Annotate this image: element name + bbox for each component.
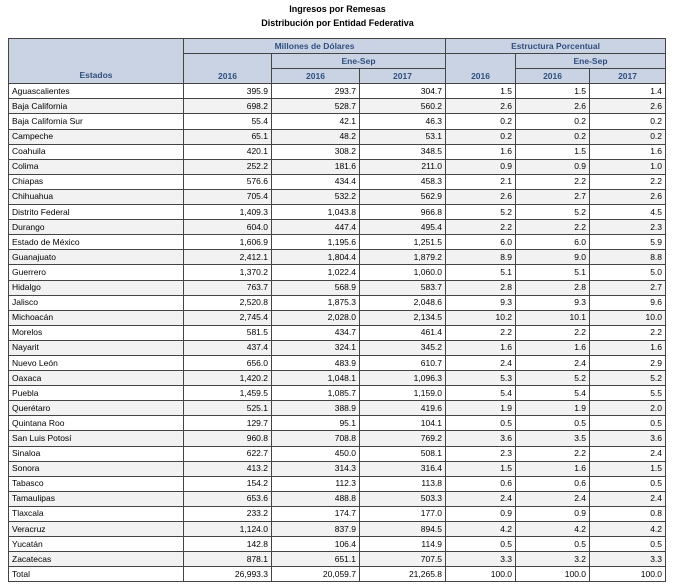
cell-p2017es: 1.6 <box>590 340 666 355</box>
cell-m2016: 1,420.2 <box>184 371 272 386</box>
cell-m2016es: 388.9 <box>272 401 360 416</box>
cell-m2017es: 1,879.2 <box>360 250 446 265</box>
cell-p2016es: 1.5 <box>516 144 590 159</box>
cell-p2016es: 9.3 <box>516 295 590 310</box>
cell-m2016es: 1,022.4 <box>272 265 360 280</box>
cell-estado: Tlaxcala <box>9 506 184 521</box>
cell-estado: Guerrero <box>9 265 184 280</box>
cell-p2016es: 2.4 <box>516 491 590 506</box>
table-row <box>9 99 666 114</box>
cell-m2016es: 293.7 <box>272 84 360 99</box>
cell-estado: Aguascalientes <box>9 84 184 99</box>
cell-m2016es: 837.9 <box>272 522 360 537</box>
cell-p2017es: 5.9 <box>590 235 666 250</box>
cell-m2017es: 316.4 <box>360 461 446 476</box>
cell-p2017es: 2.6 <box>590 189 666 204</box>
cell-p2017es: 1.0 <box>590 159 666 174</box>
cell-m2016es: 112.3 <box>272 476 360 491</box>
cell-estado: Baja California <box>9 99 184 114</box>
cell-p2017es: 1.6 <box>590 144 666 159</box>
total-m2017es: 21,265.8 <box>360 567 446 582</box>
cell-m2017es: 458.3 <box>360 174 446 189</box>
total-p2017es: 100.0 <box>590 567 666 582</box>
cell-p2016es: 3.5 <box>516 431 590 446</box>
header-p-2016: 2016 <box>446 54 516 84</box>
cell-p2016: 0.2 <box>446 114 516 129</box>
cell-m2016: 154.2 <box>184 476 272 491</box>
cell-estado: Puebla <box>9 386 184 401</box>
header-p-es-2017: 2017 <box>590 69 666 84</box>
cell-estado: Sonora <box>9 461 184 476</box>
cell-m2016es: 483.9 <box>272 355 360 370</box>
cell-m2016: 763.7 <box>184 280 272 295</box>
cell-p2017es: 0.2 <box>590 129 666 144</box>
table-row <box>9 205 666 220</box>
cell-m2016: 1,370.2 <box>184 265 272 280</box>
table-row <box>9 371 666 386</box>
cell-p2017es: 5.5 <box>590 386 666 401</box>
cell-m2016: 2,412.1 <box>184 250 272 265</box>
cell-m2016es: 2,028.0 <box>272 310 360 325</box>
cell-m2016: 1,124.0 <box>184 522 272 537</box>
cell-p2016: 3.6 <box>446 431 516 446</box>
cell-m2017es: 419.6 <box>360 401 446 416</box>
cell-m2016: 1,409.3 <box>184 205 272 220</box>
cell-m2016es: 1,085.7 <box>272 386 360 401</box>
cell-estado: Nuevo León <box>9 355 184 370</box>
table-header <box>9 39 666 84</box>
header-p-es-2016: 2016 <box>516 69 590 84</box>
cell-estado: Tabasco <box>9 476 184 491</box>
cell-p2017es: 5.0 <box>590 265 666 280</box>
total-p2016: 100.0 <box>446 567 516 582</box>
cell-m2016es: 488.8 <box>272 491 360 506</box>
cell-p2016: 0.2 <box>446 129 516 144</box>
cell-p2016es: 2.2 <box>516 174 590 189</box>
table-row <box>9 537 666 552</box>
cell-m2016es: 528.7 <box>272 99 360 114</box>
cell-p2016: 4.2 <box>446 522 516 537</box>
table-row <box>9 265 666 280</box>
cell-p2016: 5.2 <box>446 205 516 220</box>
cell-m2016es: 308.2 <box>272 144 360 159</box>
cell-p2016es: 1.6 <box>516 461 590 476</box>
cell-p2016: 9.3 <box>446 295 516 310</box>
table-row <box>9 174 666 189</box>
cell-estado: San Luis Potosí <box>9 431 184 446</box>
cell-m2017es: 211.0 <box>360 159 446 174</box>
cell-p2016: 10.2 <box>446 310 516 325</box>
total-m2016: 26,993.3 <box>184 567 272 582</box>
cell-m2016es: 95.1 <box>272 416 360 431</box>
cell-p2016: 2.3 <box>446 446 516 461</box>
cell-p2017es: 5.2 <box>590 371 666 386</box>
cell-estado: Baja California Sur <box>9 114 184 129</box>
header-p-ene-sep: Ene-Sep <box>516 54 666 69</box>
cell-p2016: 0.5 <box>446 416 516 431</box>
table-row <box>9 340 666 355</box>
cell-m2017es: 894.5 <box>360 522 446 537</box>
cell-m2016es: 324.1 <box>272 340 360 355</box>
cell-m2016: 604.0 <box>184 220 272 235</box>
cell-p2016es: 0.6 <box>516 476 590 491</box>
cell-estado: Estado de México <box>9 235 184 250</box>
cell-p2016es: 2.2 <box>516 220 590 235</box>
cell-m2016es: 651.1 <box>272 552 360 567</box>
cell-m2016es: 434.7 <box>272 325 360 340</box>
cell-p2016: 3.3 <box>446 552 516 567</box>
cell-m2016: 581.5 <box>184 325 272 340</box>
cell-p2016es: 2.2 <box>516 325 590 340</box>
cell-p2016: 0.6 <box>446 476 516 491</box>
header-m-ene-sep: Ene-Sep <box>272 54 446 69</box>
cell-p2017es: 3.3 <box>590 552 666 567</box>
cell-p2016: 0.5 <box>446 537 516 552</box>
cell-p2016es: 1.9 <box>516 401 590 416</box>
cell-p2017es: 2.4 <box>590 446 666 461</box>
table-row <box>9 401 666 416</box>
remesas-table <box>8 38 666 582</box>
table-row <box>9 446 666 461</box>
cell-m2017es: 2,134.5 <box>360 310 446 325</box>
cell-p2016es: 2.8 <box>516 280 590 295</box>
cell-p2016es: 2.7 <box>516 189 590 204</box>
table-row <box>9 189 666 204</box>
cell-p2017es: 0.2 <box>590 114 666 129</box>
cell-p2016: 2.4 <box>446 491 516 506</box>
cell-p2016es: 5.4 <box>516 386 590 401</box>
cell-m2016: 705.4 <box>184 189 272 204</box>
cell-p2016: 0.9 <box>446 506 516 521</box>
cell-m2016es: 48.2 <box>272 129 360 144</box>
cell-estado: Chiapas <box>9 174 184 189</box>
table-row <box>9 159 666 174</box>
cell-m2017es: 503.3 <box>360 491 446 506</box>
page-title: Ingresos por Remesas <box>289 4 386 14</box>
cell-estado: Distrito Federal <box>9 205 184 220</box>
cell-p2016es: 10.1 <box>516 310 590 325</box>
cell-m2016: 413.2 <box>184 461 272 476</box>
cell-m2016es: 174.7 <box>272 506 360 521</box>
cell-p2017es: 2.2 <box>590 174 666 189</box>
cell-m2017es: 1,060.0 <box>360 265 446 280</box>
cell-m2016es: 1,195.6 <box>272 235 360 250</box>
cell-m2016es: 314.3 <box>272 461 360 476</box>
table-row <box>9 552 666 567</box>
cell-m2016: 233.2 <box>184 506 272 521</box>
table-row <box>9 355 666 370</box>
cell-m2017es: 562.9 <box>360 189 446 204</box>
cell-m2017es: 610.7 <box>360 355 446 370</box>
cell-p2016: 2.4 <box>446 355 516 370</box>
cell-m2017es: 1,096.3 <box>360 371 446 386</box>
table-row <box>9 325 666 340</box>
header-m-2016: 2016 <box>184 54 272 84</box>
cell-p2016: 1.5 <box>446 461 516 476</box>
cell-estado: Tamaulipas <box>9 491 184 506</box>
cell-p2017es: 1.5 <box>590 461 666 476</box>
cell-p2016es: 6.0 <box>516 235 590 250</box>
cell-p2016: 1.5 <box>446 84 516 99</box>
cell-p2016es: 4.2 <box>516 522 590 537</box>
cell-p2017es: 0.5 <box>590 416 666 431</box>
cell-p2017es: 0.8 <box>590 506 666 521</box>
cell-p2016: 2.2 <box>446 325 516 340</box>
cell-m2016es: 1,048.1 <box>272 371 360 386</box>
table-row <box>9 310 666 325</box>
cell-p2017es: 9.6 <box>590 295 666 310</box>
cell-m2017es: 769.2 <box>360 431 446 446</box>
table-row <box>9 144 666 159</box>
cell-estado: Querétaro <box>9 401 184 416</box>
cell-p2016: 2.2 <box>446 220 516 235</box>
cell-m2017es: 583.7 <box>360 280 446 295</box>
cell-p2017es: 0.5 <box>590 537 666 552</box>
cell-p2017es: 4.5 <box>590 205 666 220</box>
cell-estado: Michoacán <box>9 310 184 325</box>
total-row <box>9 567 666 582</box>
cell-p2016: 0.9 <box>446 159 516 174</box>
cell-p2017es: 2.3 <box>590 220 666 235</box>
table-row <box>9 431 666 446</box>
cell-estado: Jalisco <box>9 295 184 310</box>
cell-m2016: 1,459.5 <box>184 386 272 401</box>
cell-p2016es: 2.2 <box>516 446 590 461</box>
cell-estado: Sinaloa <box>9 446 184 461</box>
cell-m2016es: 42.1 <box>272 114 360 129</box>
cell-m2016es: 532.2 <box>272 189 360 204</box>
cell-m2016es: 1,043.8 <box>272 205 360 220</box>
cell-m2016: 395.9 <box>184 84 272 99</box>
cell-m2017es: 707.5 <box>360 552 446 567</box>
cell-p2016: 2.1 <box>446 174 516 189</box>
cell-estado: Colima <box>9 159 184 174</box>
cell-m2017es: 560.2 <box>360 99 446 114</box>
cell-p2016: 5.3 <box>446 371 516 386</box>
cell-p2016es: 5.1 <box>516 265 590 280</box>
cell-m2017es: 345.2 <box>360 340 446 355</box>
table-row <box>9 506 666 521</box>
cell-m2017es: 348.5 <box>360 144 446 159</box>
cell-m2016: 576.6 <box>184 174 272 189</box>
cell-m2016es: 447.4 <box>272 220 360 235</box>
table-row <box>9 250 666 265</box>
cell-p2017es: 2.4 <box>590 491 666 506</box>
cell-m2016: 525.1 <box>184 401 272 416</box>
titles-block <box>0 0 675 30</box>
cell-p2016: 1.6 <box>446 144 516 159</box>
cell-m2016: 622.7 <box>184 446 272 461</box>
cell-m2016: 55.4 <box>184 114 272 129</box>
cell-estado: Oaxaca <box>9 371 184 386</box>
cell-m2016: 420.1 <box>184 144 272 159</box>
cell-estado: Morelos <box>9 325 184 340</box>
cell-p2016: 5.4 <box>446 386 516 401</box>
cell-p2017es: 0.5 <box>590 476 666 491</box>
table-row <box>9 235 666 250</box>
header-millones: Millones de Dólares <box>184 39 446 54</box>
cell-m2016es: 708.8 <box>272 431 360 446</box>
cell-p2017es: 2.7 <box>590 280 666 295</box>
cell-m2017es: 114.9 <box>360 537 446 552</box>
cell-p2017es: 2.0 <box>590 401 666 416</box>
header-estados: Estados <box>9 39 184 84</box>
cell-p2016es: 2.6 <box>516 99 590 114</box>
cell-m2016: 653.6 <box>184 491 272 506</box>
cell-p2017es: 2.2 <box>590 325 666 340</box>
cell-estado: Campeche <box>9 129 184 144</box>
table-row <box>9 491 666 506</box>
cell-m2017es: 46.3 <box>360 114 446 129</box>
cell-p2017es: 10.0 <box>590 310 666 325</box>
cell-m2016es: 106.4 <box>272 537 360 552</box>
cell-m2016es: 1,804.4 <box>272 250 360 265</box>
cell-p2016: 1.6 <box>446 340 516 355</box>
cell-p2017es: 1.4 <box>590 84 666 99</box>
cell-p2016es: 0.9 <box>516 506 590 521</box>
cell-p2017es: 8.8 <box>590 250 666 265</box>
cell-m2016: 142.8 <box>184 537 272 552</box>
cell-m2017es: 113.8 <box>360 476 446 491</box>
cell-m2016: 65.1 <box>184 129 272 144</box>
cell-p2016es: 0.5 <box>516 416 590 431</box>
cell-p2016es: 1.5 <box>516 84 590 99</box>
cell-m2017es: 508.1 <box>360 446 446 461</box>
cell-p2016: 5.1 <box>446 265 516 280</box>
cell-p2017es: 3.6 <box>590 431 666 446</box>
table-row <box>9 522 666 537</box>
page-subtitle: Distribución por Entidad Federativa <box>261 18 414 28</box>
cell-p2016: 6.0 <box>446 235 516 250</box>
cell-p2016es: 3.2 <box>516 552 590 567</box>
cell-p2016: 8.9 <box>446 250 516 265</box>
cell-m2016: 129.7 <box>184 416 272 431</box>
cell-m2016: 2,520.8 <box>184 295 272 310</box>
cell-m2016es: 1,875.3 <box>272 295 360 310</box>
cell-m2016: 252.2 <box>184 159 272 174</box>
cell-p2017es: 2.6 <box>590 99 666 114</box>
cell-m2016es: 181.6 <box>272 159 360 174</box>
header-m-es-2016: 2016 <box>272 69 360 84</box>
cell-m2016: 1,606.9 <box>184 235 272 250</box>
cell-m2016: 698.2 <box>184 99 272 114</box>
cell-estado: Coahuila <box>9 144 184 159</box>
cell-m2017es: 495.4 <box>360 220 446 235</box>
cell-estado: Nayarit <box>9 340 184 355</box>
cell-estado: Yucatán <box>9 537 184 552</box>
cell-m2016: 656.0 <box>184 355 272 370</box>
table-row <box>9 280 666 295</box>
cell-estado: Hidalgo <box>9 280 184 295</box>
total-m2016es: 20,059.7 <box>272 567 360 582</box>
cell-m2017es: 304.7 <box>360 84 446 99</box>
total-label: Total <box>9 567 184 582</box>
header-estructura: Estructura Porcentual <box>446 39 666 54</box>
table-row <box>9 114 666 129</box>
cell-p2016es: 0.2 <box>516 114 590 129</box>
cell-p2016: 2.6 <box>446 189 516 204</box>
cell-p2016: 1.9 <box>446 401 516 416</box>
cell-m2016: 960.8 <box>184 431 272 446</box>
cell-m2016: 878.1 <box>184 552 272 567</box>
cell-p2016es: 0.2 <box>516 129 590 144</box>
cell-p2016es: 5.2 <box>516 205 590 220</box>
cell-m2017es: 1,251.5 <box>360 235 446 250</box>
cell-estado: Veracruz <box>9 522 184 537</box>
cell-estado: Zacatecas <box>9 552 184 567</box>
table-row <box>9 386 666 401</box>
cell-p2016: 2.6 <box>446 99 516 114</box>
cell-m2017es: 177.0 <box>360 506 446 521</box>
cell-p2016es: 0.5 <box>516 537 590 552</box>
table-row <box>9 295 666 310</box>
cell-m2016es: 434.4 <box>272 174 360 189</box>
table-body <box>9 84 666 582</box>
cell-m2016: 2,745.4 <box>184 310 272 325</box>
cell-p2016: 2.8 <box>446 280 516 295</box>
cell-p2016es: 9.0 <box>516 250 590 265</box>
table-row <box>9 476 666 491</box>
cell-p2017es: 4.2 <box>590 522 666 537</box>
cell-estado: Chihuahua <box>9 189 184 204</box>
cell-m2017es: 2,048.6 <box>360 295 446 310</box>
table-row <box>9 84 666 99</box>
cell-m2017es: 461.4 <box>360 325 446 340</box>
cell-p2016es: 1.6 <box>516 340 590 355</box>
table-row <box>9 129 666 144</box>
table-row <box>9 220 666 235</box>
cell-m2017es: 104.1 <box>360 416 446 431</box>
cell-m2017es: 1,159.0 <box>360 386 446 401</box>
header-m-es-2017: 2017 <box>360 69 446 84</box>
cell-p2016es: 5.2 <box>516 371 590 386</box>
cell-p2017es: 2.9 <box>590 355 666 370</box>
cell-p2016es: 0.9 <box>516 159 590 174</box>
cell-estado: Guanajuato <box>9 250 184 265</box>
total-p2016es: 100.0 <box>516 567 590 582</box>
cell-m2017es: 966.8 <box>360 205 446 220</box>
table-row <box>9 461 666 476</box>
cell-estado: Durango <box>9 220 184 235</box>
cell-estado: Quintana Roo <box>9 416 184 431</box>
cell-m2016es: 568.9 <box>272 280 360 295</box>
cell-p2016es: 2.4 <box>516 355 590 370</box>
cell-m2016es: 450.0 <box>272 446 360 461</box>
table-row <box>9 416 666 431</box>
cell-m2016: 437.4 <box>184 340 272 355</box>
cell-m2017es: 53.1 <box>360 129 446 144</box>
